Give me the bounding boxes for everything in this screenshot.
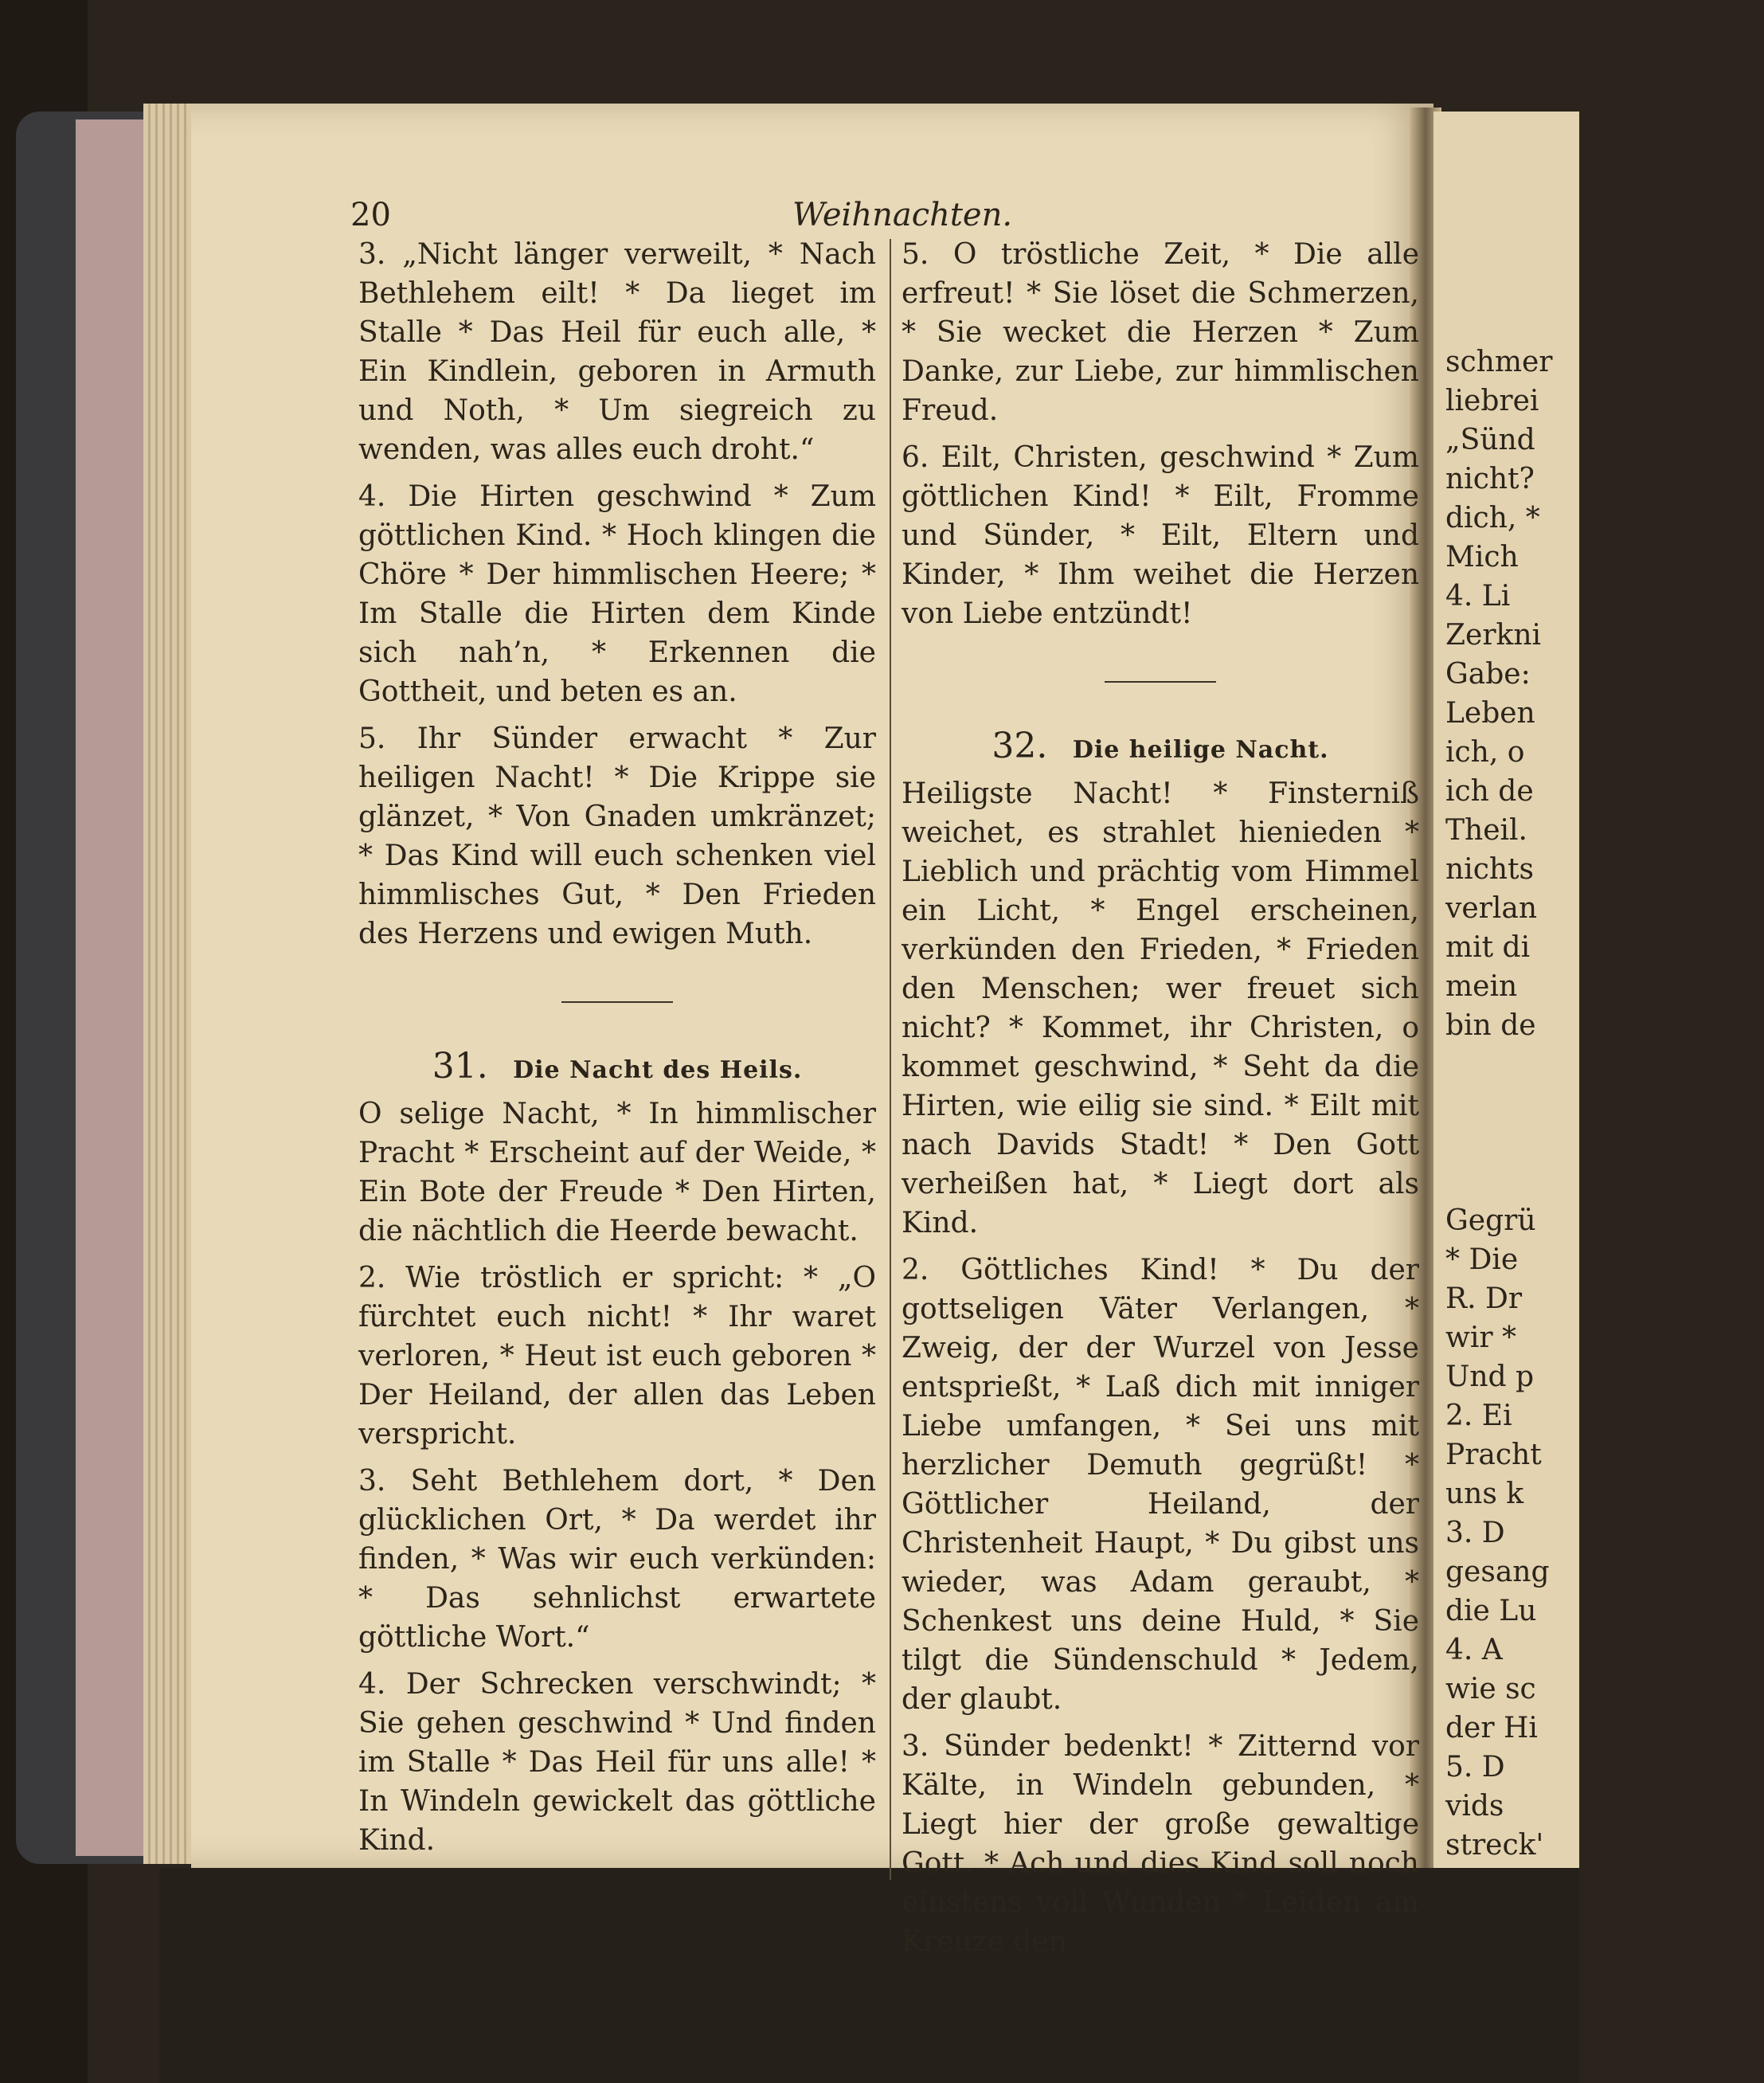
hymn-title: Die heilige Nacht. — [1072, 736, 1329, 764]
facing-page-line: * Die — [1445, 1243, 1519, 1276]
facing-page-line: 4. Li — [1445, 580, 1511, 613]
facing-page-line: Leben — [1445, 697, 1535, 730]
facing-page-line: schmer — [1445, 346, 1553, 378]
hymn-heading — [358, 1043, 876, 1094]
facing-page-line: Gabe: — [1445, 658, 1531, 691]
facing-page-line: bin de — [1445, 1009, 1536, 1042]
hymn-separator — [561, 1001, 673, 1003]
facing-page-line: nicht? — [1445, 463, 1535, 495]
facing-page-line: wir * — [1445, 1321, 1516, 1354]
facing-page-line: 4. A — [1445, 1634, 1503, 1666]
hymn-number: 32. — [992, 726, 1048, 766]
facing-page-line: streck' — [1445, 1829, 1544, 1862]
stanza: O selige Nacht, * In himmlischer Pracht * Erscheint auf der Weide, * Ein Bote der Freude * Den Hirten, die nächtlich die Heerde bewacht. — [358, 1098, 876, 1247]
facing-page-line: vids — [1445, 1790, 1504, 1823]
facing-page-line: die Lu — [1445, 1595, 1537, 1627]
facing-page-line: nichts — [1445, 853, 1534, 886]
stanza: 6. Eilt, Christen, geschwind * Zum göttlichen Kind! * Eilt, Fromme und Sünder, * Eilt, Eltern und Kinder, * Ihm weihet die Herzen von Liebe entzündt! — [902, 441, 1419, 630]
hymn-heading — [902, 722, 1419, 774]
page-number: 20 — [350, 197, 391, 233]
facing-page-line: ich de — [1445, 775, 1534, 808]
facing-page-line: dich, * — [1445, 502, 1540, 534]
left-column — [358, 235, 876, 1868]
facing-page-line: 5. D — [1445, 1751, 1505, 1783]
stanza: 3. „Nicht länger verweilt, * Nach Bethlehem eilt! * Da lieget im Stalle * Das Heil für euch alle, * Ein Kindlein, geboren in Armuth und Noth, * Um siegreich zu wenden, was alles euch droht.“ — [358, 238, 876, 466]
facing-page-line: uns k — [1445, 1478, 1524, 1510]
stanza: 5. O tröstliche Zeit, * Die alle erfreut! * Sie löset die Schmerzen, * Sie wecket die Herzen * Zum Danke, zur Liebe, zur himmlischen Freud. — [902, 238, 1419, 427]
facing-page-text — [1445, 343, 1764, 1982]
page-header — [350, 191, 1013, 239]
stanza: 4. Die Hirten geschwind * Zum göttlichen Kind. * Hoch klingen die Chöre * Der himmlischen Heere; * Im Stalle die Hirten dem Kinde sich nah’n, * Erkennen die Gottheit, und beten es an. — [358, 480, 876, 708]
facing-page-line: Pracht — [1445, 1439, 1542, 1471]
stanza: 3. Sünder bedenkt! * Zitternd vor Kälte, in Windeln gebunden, * Liegt hier der große gewaltige Gott. * Ach und dies Kind soll noch einstens voll Wunden * Leiden am Kreuze den — [902, 1730, 1419, 1958]
running-title: Weihnachten. — [792, 197, 1013, 233]
stanza: Heiligste Nacht! * Finsterniß weichet, es strahlet hienieden * Lieblich und prächtig vom Himmel ein Licht, * Engel erscheinen, verkünden den Frieden, * Frieden den Menschen; wer freuet sich nicht? * Kommet, ihr Christen, o kommet geschwind, * Seht da die Hirten, wie eilig sie sind. * Eilt mit nach Davids Stadt! * Den Gott verheißen hat, * Liegt dort als Kind. — [902, 777, 1419, 1239]
stanza: 2. Wie tröstlich er spricht: * „O fürchtet euch nicht! * Ihr waret verloren, * Heut ist euch geboren * Der Heiland, der allen das Leben verspricht. — [358, 1262, 876, 1451]
facing-page-line: liebrei — [1445, 385, 1539, 417]
facing-page-line: Zerkni — [1445, 619, 1542, 652]
facing-page-line: wie sc — [1445, 1673, 1536, 1705]
facing-page-line: mit di — [1445, 931, 1531, 964]
facing-page-line: Und p — [1445, 1361, 1535, 1393]
facing-page-line — [1445, 1123, 1764, 1162]
facing-page-line: Theil. — [1445, 814, 1527, 847]
column-divider — [890, 239, 891, 1880]
stanza: 5. Ihr Sünder erwacht * Zur heiligen Nacht! * Die Krippe sie glänzet, * Von Gnaden umkränzet; * Das Kind will euch schenken viel himmlisches Gut, * Den Frieden des Herzens und ewigen Muth. — [358, 722, 876, 950]
facing-page-line: Gegrü — [1445, 1204, 1536, 1237]
facing-page-line: verlan — [1445, 892, 1538, 925]
facing-page-line: mein — [1445, 970, 1518, 1003]
stanza: 3. Seht Bethlehem dort, * Den glücklichen Ort, * Da werdet ihr finden, * Was wir euch verkünden: * Das sehnlichst erwartete göttliche Wort.“ — [358, 1465, 876, 1654]
facing-page-line: Mich — [1445, 541, 1519, 574]
facing-page-line: der Hi — [1445, 1712, 1538, 1744]
facing-page — [1433, 112, 1579, 1868]
facing-page-line: 2. Ei — [1445, 1400, 1512, 1432]
right-column — [902, 235, 1419, 1969]
stanza: 4. Der Schrecken verschwindt; * Sie gehen geschwind * Und finden im Stalle * Das Heil für uns alle! * In Windeln gewickelt das göttliche Kind. — [358, 1668, 876, 1857]
facing-page-line: gesang — [1445, 1556, 1550, 1588]
facing-page-line: R. Dr — [1445, 1282, 1523, 1315]
facing-page-line — [1445, 1045, 1764, 1084]
hymn-title: Die Nacht des Heils. — [513, 1056, 803, 1084]
hymn-separator — [1105, 681, 1216, 683]
hymn-number: 31. — [432, 1046, 488, 1087]
stanza: 2. Göttliches Kind! * Du der gottseligen Väter Verlangen, * Zweig, der der Wurzel von Jesse entsprießt, * Laß dich mit inniger Liebe umfangen, * Sei uns mit herzlicher Demuth gegrüßt! * Göttlicher Heiland, der Christenheit Haupt, * Du gibst uns wieder, was Adam geraubt, * Schenkest uns deine Huld, * Sie tilgt die Sündenschuld * Jedem, der glaubt. — [902, 1254, 1419, 1716]
facing-page-line: ich, o — [1445, 736, 1525, 769]
facing-page-line: 3. D — [1445, 1517, 1505, 1549]
facing-page-line: „Sünd — [1445, 424, 1535, 456]
facing-page-line — [1445, 1084, 1764, 1123]
facing-page-line — [1445, 1162, 1764, 1201]
